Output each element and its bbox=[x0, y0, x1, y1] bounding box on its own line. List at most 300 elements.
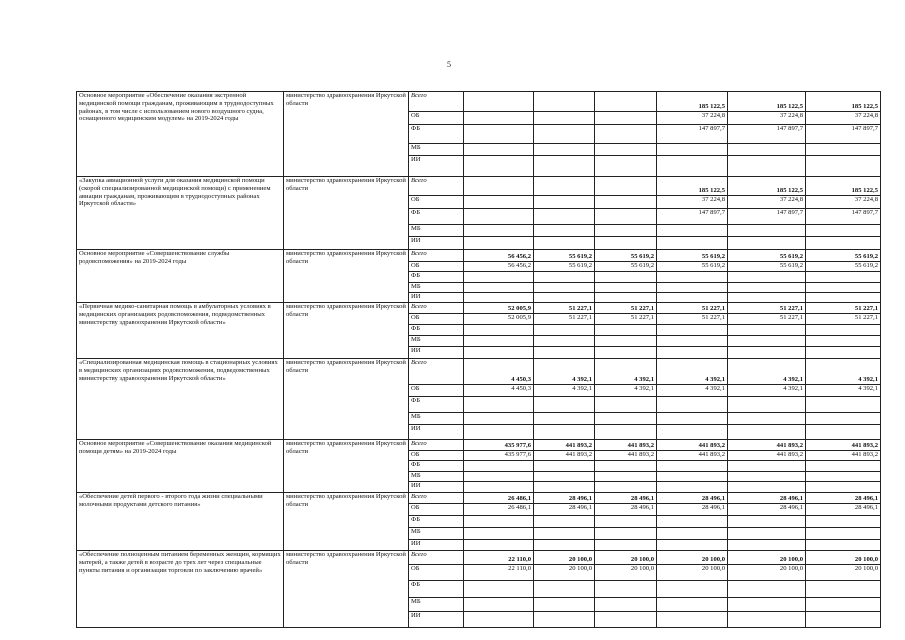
amount-cell: 4 392,1 bbox=[806, 385, 881, 397]
amount-cell: 52 005,9 bbox=[464, 303, 534, 314]
amount-cell bbox=[595, 112, 657, 125]
amount-cell bbox=[595, 336, 657, 347]
amount-cell bbox=[595, 516, 657, 528]
amount-cell bbox=[657, 397, 728, 413]
funding-source-label: ФБ bbox=[409, 209, 464, 225]
amount-cell: 4 392,1 bbox=[534, 359, 595, 385]
amount-cell bbox=[534, 336, 595, 347]
amount-cell bbox=[464, 425, 534, 440]
amount-cell bbox=[595, 156, 657, 177]
amount-cell bbox=[534, 144, 595, 156]
amount-cell: 441 893,2 bbox=[806, 440, 881, 451]
amount-cell bbox=[806, 283, 881, 293]
amount-cell bbox=[595, 283, 657, 293]
amount-cell bbox=[657, 347, 728, 359]
amount-cell bbox=[728, 156, 806, 177]
amount-cell bbox=[806, 528, 881, 540]
amount-cell bbox=[464, 528, 534, 540]
amount-cell bbox=[806, 581, 881, 598]
amount-cell bbox=[595, 425, 657, 440]
funding-source-label: МБ bbox=[409, 225, 464, 237]
amount-cell bbox=[464, 156, 534, 177]
page-number: 5 bbox=[447, 60, 451, 69]
amount-cell bbox=[728, 325, 806, 336]
amount-cell bbox=[657, 293, 728, 303]
funding-source-label: Всего bbox=[409, 493, 464, 504]
amount-cell bbox=[806, 413, 881, 425]
amount-cell: 185 122,5 bbox=[728, 177, 806, 196]
amount-cell bbox=[595, 528, 657, 540]
amount-cell bbox=[806, 347, 881, 359]
amount-cell bbox=[534, 209, 595, 225]
amount-cell bbox=[657, 581, 728, 598]
amount-cell: 26 486,1 bbox=[464, 504, 534, 516]
amount-cell bbox=[728, 336, 806, 347]
amount-cell bbox=[464, 125, 534, 144]
measure-description: «Специализированная медицинская помощь в стационарных условиях в медицинских организациях родовспоможения, подведомственных министерству здравоохранения Иркутской области» bbox=[77, 359, 284, 440]
amount-cell: 147 897,7 bbox=[657, 125, 728, 144]
amount-cell bbox=[464, 581, 534, 598]
executor-cell: министерство здравоохранения Иркутской области bbox=[284, 177, 409, 250]
amount-cell bbox=[657, 156, 728, 177]
amount-cell bbox=[657, 528, 728, 540]
amount-cell: 4 392,1 bbox=[657, 359, 728, 385]
executor-cell: министерство здравоохранения Иркутской области bbox=[284, 493, 409, 551]
amount-cell bbox=[595, 612, 657, 628]
funding-source-label: ИИ bbox=[409, 540, 464, 551]
amount-cell bbox=[806, 516, 881, 528]
amount-cell bbox=[464, 92, 534, 112]
amount-cell bbox=[595, 125, 657, 144]
amount-cell: 51 227,1 bbox=[806, 303, 881, 314]
funding-source-label: МБ bbox=[409, 283, 464, 293]
amount-cell bbox=[464, 472, 534, 482]
amount-cell: 441 893,2 bbox=[657, 440, 728, 451]
amount-cell: 20 100,0 bbox=[595, 565, 657, 581]
amount-cell: 51 227,1 bbox=[534, 303, 595, 314]
amount-cell: 147 897,7 bbox=[728, 125, 806, 144]
amount-cell: 20 100,0 bbox=[728, 565, 806, 581]
amount-cell bbox=[728, 144, 806, 156]
amount-cell: 185 122,5 bbox=[657, 92, 728, 112]
measure-description: «Обеспечение полноценным питанием беременных женщин, кормящих матерей, а также детей в возрасте до трех лет через специальные пункты питания и организации торговли по заключению врачей» bbox=[77, 551, 284, 628]
amount-cell bbox=[464, 336, 534, 347]
amount-cell bbox=[595, 540, 657, 551]
amount-cell bbox=[728, 237, 806, 250]
amount-cell: 435 977,6 bbox=[464, 440, 534, 451]
amount-cell: 28 496,1 bbox=[806, 504, 881, 516]
funding-source-label: ОБ bbox=[409, 314, 464, 325]
budget-table bbox=[76, 91, 881, 628]
table-row bbox=[77, 177, 881, 196]
amount-cell: 4 392,1 bbox=[595, 385, 657, 397]
amount-cell bbox=[534, 528, 595, 540]
amount-cell bbox=[657, 336, 728, 347]
amount-cell: 55 619,2 bbox=[595, 250, 657, 262]
amount-cell bbox=[728, 397, 806, 413]
amount-cell bbox=[534, 125, 595, 144]
amount-cell: 147 897,7 bbox=[806, 125, 881, 144]
amount-cell bbox=[806, 225, 881, 237]
table-row bbox=[77, 359, 881, 385]
amount-cell bbox=[464, 461, 534, 472]
amount-cell: 20 100,0 bbox=[657, 551, 728, 565]
amount-cell bbox=[728, 425, 806, 440]
amount-cell: 185 122,5 bbox=[806, 92, 881, 112]
amount-cell: 55 619,2 bbox=[728, 250, 806, 262]
amount-cell bbox=[534, 283, 595, 293]
funding-source-label: ИИ bbox=[409, 293, 464, 303]
amount-cell bbox=[728, 482, 806, 493]
amount-cell bbox=[806, 237, 881, 250]
amount-cell bbox=[595, 598, 657, 612]
amount-cell bbox=[806, 325, 881, 336]
funding-source-label: ОБ bbox=[409, 385, 464, 397]
amount-cell bbox=[728, 413, 806, 425]
amount-cell bbox=[595, 225, 657, 237]
amount-cell bbox=[464, 112, 534, 125]
amount-cell bbox=[534, 612, 595, 628]
amount-cell bbox=[806, 472, 881, 482]
amount-cell bbox=[657, 472, 728, 482]
amount-cell: 55 619,2 bbox=[595, 262, 657, 272]
funding-source-label: ОБ bbox=[409, 451, 464, 461]
amount-cell bbox=[806, 336, 881, 347]
amount-cell bbox=[595, 461, 657, 472]
amount-cell: 441 893,2 bbox=[728, 440, 806, 451]
funding-source-label: Всего bbox=[409, 551, 464, 565]
funding-source-label: ИИ bbox=[409, 237, 464, 250]
amount-cell bbox=[595, 482, 657, 493]
amount-cell bbox=[595, 196, 657, 209]
amount-cell: 147 897,7 bbox=[806, 209, 881, 225]
amount-cell: 51 227,1 bbox=[657, 303, 728, 314]
amount-cell: 4 392,1 bbox=[728, 385, 806, 397]
table-row bbox=[77, 551, 881, 565]
amount-cell bbox=[534, 598, 595, 612]
amount-cell: 185 122,5 bbox=[728, 92, 806, 112]
amount-cell: 28 496,1 bbox=[657, 493, 728, 504]
amount-cell: 55 619,2 bbox=[728, 262, 806, 272]
amount-cell: 4 450,3 bbox=[464, 359, 534, 385]
amount-cell bbox=[728, 293, 806, 303]
amount-cell bbox=[534, 272, 595, 283]
amount-cell bbox=[657, 413, 728, 425]
amount-cell: 28 496,1 bbox=[728, 504, 806, 516]
amount-cell bbox=[464, 272, 534, 283]
amount-cell: 37 224,8 bbox=[806, 196, 881, 209]
amount-cell: 185 122,5 bbox=[657, 177, 728, 196]
amount-cell: 37 224,8 bbox=[657, 196, 728, 209]
amount-cell bbox=[728, 472, 806, 482]
amount-cell: 4 392,1 bbox=[728, 359, 806, 385]
amount-cell bbox=[806, 156, 881, 177]
amount-cell bbox=[534, 347, 595, 359]
amount-cell: 20 100,0 bbox=[806, 551, 881, 565]
amount-cell bbox=[534, 225, 595, 237]
amount-cell bbox=[464, 225, 534, 237]
amount-cell: 51 227,1 bbox=[806, 314, 881, 325]
amount-cell bbox=[806, 144, 881, 156]
amount-cell bbox=[464, 516, 534, 528]
amount-cell bbox=[534, 461, 595, 472]
funding-source-label: ФБ bbox=[409, 516, 464, 528]
amount-cell bbox=[534, 540, 595, 551]
table-row bbox=[77, 92, 881, 112]
amount-cell bbox=[595, 209, 657, 225]
amount-cell bbox=[657, 540, 728, 551]
executor-cell: министерство здравоохранения Иркутской области bbox=[284, 440, 409, 493]
amount-cell bbox=[728, 612, 806, 628]
amount-cell bbox=[806, 540, 881, 551]
amount-cell: 20 100,0 bbox=[534, 565, 595, 581]
funding-source-label: МБ bbox=[409, 598, 464, 612]
amount-cell: 28 496,1 bbox=[534, 504, 595, 516]
amount-cell bbox=[464, 413, 534, 425]
amount-cell: 55 619,2 bbox=[657, 262, 728, 272]
amount-cell: 26 486,1 bbox=[464, 493, 534, 504]
amount-cell bbox=[657, 598, 728, 612]
amount-cell: 55 619,2 bbox=[534, 262, 595, 272]
amount-cell bbox=[806, 482, 881, 493]
executor-cell: министерство здравоохранения Иркутской области bbox=[284, 303, 409, 359]
amount-cell bbox=[595, 397, 657, 413]
amount-cell bbox=[595, 177, 657, 196]
funding-source-label: ФБ bbox=[409, 461, 464, 472]
amount-cell bbox=[806, 461, 881, 472]
amount-cell bbox=[534, 516, 595, 528]
amount-cell: 22 110,0 bbox=[464, 565, 534, 581]
amount-cell bbox=[534, 237, 595, 250]
amount-cell bbox=[464, 196, 534, 209]
table-row bbox=[77, 493, 881, 504]
amount-cell: 55 619,2 bbox=[657, 250, 728, 262]
amount-cell bbox=[657, 283, 728, 293]
amount-cell bbox=[464, 325, 534, 336]
amount-cell: 56 456,2 bbox=[464, 262, 534, 272]
funding-source-label: Всего bbox=[409, 359, 464, 385]
amount-cell bbox=[728, 581, 806, 598]
amount-cell bbox=[657, 482, 728, 493]
amount-cell: 20 100,0 bbox=[534, 551, 595, 565]
amount-cell: 4 450,3 bbox=[464, 385, 534, 397]
funding-source-label: МБ bbox=[409, 472, 464, 482]
measure-description: Основное мероприятие «Совершенствование службы родовспоможения» на 2019-2024 годы bbox=[77, 250, 284, 303]
amount-cell bbox=[534, 156, 595, 177]
funding-source-label: ОБ bbox=[409, 262, 464, 272]
table-row bbox=[77, 440, 881, 451]
amount-cell bbox=[464, 540, 534, 551]
table-row bbox=[77, 250, 881, 262]
amount-cell: 4 392,1 bbox=[534, 385, 595, 397]
amount-cell bbox=[534, 581, 595, 598]
amount-cell bbox=[728, 540, 806, 551]
amount-cell: 20 100,0 bbox=[595, 551, 657, 565]
executor-cell: министерство здравоохранения Иркутской области bbox=[284, 92, 409, 177]
funding-source-label: МБ bbox=[409, 144, 464, 156]
amount-cell: 37 224,8 bbox=[728, 196, 806, 209]
amount-cell bbox=[657, 237, 728, 250]
amount-cell bbox=[534, 112, 595, 125]
amount-cell: 28 496,1 bbox=[534, 493, 595, 504]
amount-cell: 4 392,1 bbox=[595, 359, 657, 385]
amount-cell bbox=[595, 581, 657, 598]
amount-cell bbox=[534, 177, 595, 196]
amount-cell bbox=[806, 293, 881, 303]
funding-source-label: ИИ bbox=[409, 612, 464, 628]
amount-cell: 147 897,7 bbox=[657, 209, 728, 225]
amount-cell: 22 110,0 bbox=[464, 551, 534, 565]
amount-cell bbox=[464, 283, 534, 293]
amount-cell bbox=[728, 516, 806, 528]
funding-source-label: ОБ bbox=[409, 504, 464, 516]
amount-cell bbox=[464, 177, 534, 196]
amount-cell: 441 893,2 bbox=[595, 440, 657, 451]
amount-cell bbox=[534, 92, 595, 112]
funding-source-label: ОБ bbox=[409, 196, 464, 209]
funding-source-label: МБ bbox=[409, 413, 464, 425]
funding-source-label: ФБ bbox=[409, 325, 464, 336]
funding-source-label: ФБ bbox=[409, 125, 464, 144]
funding-source-label: ФБ bbox=[409, 397, 464, 413]
executor-cell: министерство здравоохранения Иркутской области bbox=[284, 250, 409, 303]
measure-description: Основное мероприятие «Обеспечение оказания экстренной медицинской помощи гражданам, проживающим в труднодоступных районах, в том числе с использованием нового воздушного судна, оснащенного медицинским модулем» на 2019-2024 годы bbox=[77, 92, 284, 177]
amount-cell bbox=[657, 225, 728, 237]
amount-cell: 51 227,1 bbox=[657, 314, 728, 325]
amount-cell: 20 100,0 bbox=[728, 551, 806, 565]
funding-source-label: МБ bbox=[409, 336, 464, 347]
amount-cell: 441 893,2 bbox=[728, 451, 806, 461]
measure-description: «Закупка авиационной услуги для оказания медицинской помощи (скорой специализированной медицинской помощи) с применением авиации гражданам, проживающим в труднодоступных районах Иркутской области» bbox=[77, 177, 284, 250]
amount-cell bbox=[464, 237, 534, 250]
amount-cell: 55 619,2 bbox=[534, 250, 595, 262]
amount-cell bbox=[534, 482, 595, 493]
funding-source-label: ИИ bbox=[409, 347, 464, 359]
amount-cell bbox=[464, 482, 534, 493]
funding-source-label: Всего bbox=[409, 92, 464, 112]
measure-description: «Обеспечение детей первого - второго года жизни специальными молочными продуктами детского питания» bbox=[77, 493, 284, 551]
amount-cell bbox=[595, 413, 657, 425]
amount-cell bbox=[464, 347, 534, 359]
amount-cell bbox=[657, 425, 728, 440]
amount-cell: 4 392,1 bbox=[657, 385, 728, 397]
amount-cell: 28 496,1 bbox=[595, 504, 657, 516]
funding-source-label: ФБ bbox=[409, 581, 464, 598]
amount-cell bbox=[464, 293, 534, 303]
amount-cell: 20 100,0 bbox=[657, 565, 728, 581]
amount-cell: 185 122,5 bbox=[806, 177, 881, 196]
amount-cell: 20 100,0 bbox=[806, 565, 881, 581]
amount-cell bbox=[464, 144, 534, 156]
amount-cell bbox=[595, 472, 657, 482]
amount-cell bbox=[595, 92, 657, 112]
amount-cell bbox=[657, 144, 728, 156]
amount-cell bbox=[728, 528, 806, 540]
amount-cell: 55 619,2 bbox=[806, 262, 881, 272]
amount-cell: 51 227,1 bbox=[534, 314, 595, 325]
amount-cell: 37 224,8 bbox=[806, 112, 881, 125]
funding-source-label: Всего bbox=[409, 303, 464, 314]
amount-cell bbox=[464, 598, 534, 612]
amount-cell bbox=[534, 397, 595, 413]
amount-cell bbox=[534, 425, 595, 440]
amount-cell: 51 227,1 bbox=[728, 303, 806, 314]
amount-cell: 28 496,1 bbox=[728, 493, 806, 504]
amount-cell bbox=[728, 598, 806, 612]
amount-cell: 4 392,1 bbox=[806, 359, 881, 385]
amount-cell: 37 224,8 bbox=[728, 112, 806, 125]
amount-cell: 28 496,1 bbox=[595, 493, 657, 504]
amount-cell bbox=[534, 196, 595, 209]
amount-cell: 435 977,6 bbox=[464, 451, 534, 461]
amount-cell: 55 619,2 bbox=[806, 250, 881, 262]
amount-cell: 441 893,2 bbox=[806, 451, 881, 461]
amount-cell bbox=[728, 272, 806, 283]
amount-cell: 28 496,1 bbox=[806, 493, 881, 504]
amount-cell: 147 897,7 bbox=[728, 209, 806, 225]
amount-cell: 28 496,1 bbox=[657, 504, 728, 516]
amount-cell: 441 893,2 bbox=[657, 451, 728, 461]
amount-cell: 52 005,9 bbox=[464, 314, 534, 325]
executor-cell: министерство здравоохранения Иркутской области bbox=[284, 359, 409, 440]
amount-cell bbox=[534, 293, 595, 303]
amount-cell bbox=[728, 283, 806, 293]
amount-cell bbox=[464, 612, 534, 628]
amount-cell bbox=[595, 237, 657, 250]
amount-cell bbox=[728, 225, 806, 237]
amount-cell bbox=[657, 325, 728, 336]
amount-cell bbox=[806, 272, 881, 283]
amount-cell bbox=[595, 144, 657, 156]
amount-cell bbox=[806, 598, 881, 612]
amount-cell: 56 456,2 bbox=[464, 250, 534, 262]
amount-cell: 37 224,8 bbox=[657, 112, 728, 125]
amount-cell bbox=[464, 209, 534, 225]
amount-cell bbox=[806, 612, 881, 628]
amount-cell bbox=[657, 272, 728, 283]
amount-cell bbox=[657, 461, 728, 472]
amount-cell bbox=[806, 397, 881, 413]
amount-cell bbox=[534, 413, 595, 425]
amount-cell: 51 227,1 bbox=[595, 314, 657, 325]
funding-source-label: ИИ bbox=[409, 482, 464, 493]
funding-source-label: Всего bbox=[409, 177, 464, 196]
amount-cell bbox=[657, 516, 728, 528]
amount-cell bbox=[595, 325, 657, 336]
amount-cell bbox=[464, 397, 534, 413]
amount-cell bbox=[728, 461, 806, 472]
table-row bbox=[77, 303, 881, 314]
funding-source-label: Всего bbox=[409, 250, 464, 262]
amount-cell bbox=[534, 472, 595, 482]
amount-cell: 441 893,2 bbox=[534, 440, 595, 451]
funding-source-label: Всего bbox=[409, 440, 464, 451]
measure-description: Основное мероприятие «Совершенствование оказания медицинской помощи детям» на 2019-2024 годы bbox=[77, 440, 284, 493]
funding-source-label: МБ bbox=[409, 528, 464, 540]
measure-description: «Первичная медико-санитарная помощь в амбулаторных условиях в медицинских организациях родовспоможения, подведомственных министерству здравоохранения Иркутской области» bbox=[77, 303, 284, 359]
amount-cell bbox=[728, 347, 806, 359]
amount-cell bbox=[595, 293, 657, 303]
amount-cell: 441 893,2 bbox=[534, 451, 595, 461]
amount-cell: 51 227,1 bbox=[595, 303, 657, 314]
amount-cell bbox=[595, 347, 657, 359]
amount-cell bbox=[657, 612, 728, 628]
funding-source-label: ИИ bbox=[409, 425, 464, 440]
funding-source-label: ФБ bbox=[409, 272, 464, 283]
executor-cell: министерство здравоохранения Иркутской области bbox=[284, 551, 409, 628]
funding-source-label: ОБ bbox=[409, 565, 464, 581]
funding-source-label: ИИ bbox=[409, 156, 464, 177]
